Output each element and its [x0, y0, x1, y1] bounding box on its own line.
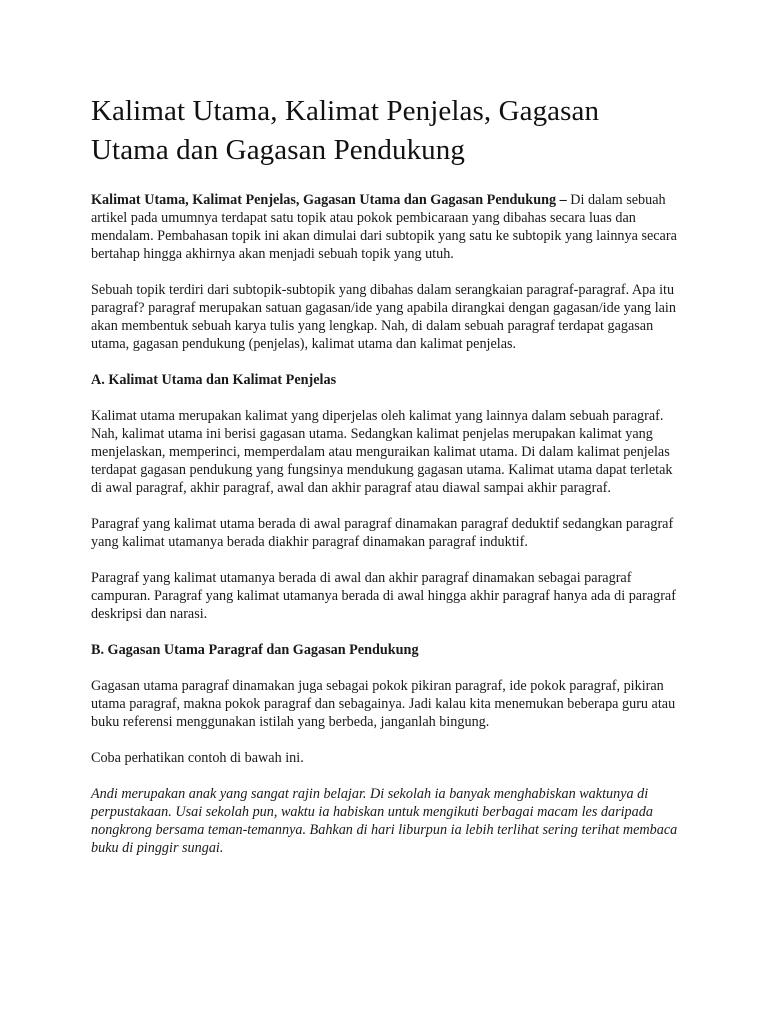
section-a-heading: A. Kalimat Utama dan Kalimat Penjelas — [91, 372, 337, 388]
intro-text: Di dalam sebuah artikel pada umumnya terdapat satu topik atau pokok pembicaraan yang dibahas secara luas dan mendalam. Pembahasan topik ini akan dimulai dari subtopik yang satu ke subtopik yang lainnya secara bertahap hingga akhirnya akan menjadi sebuah topik yang utuh. — [91, 192, 677, 262]
section-a-paragraph-1: Kalimat utama merupakan kalimat yang diperjelas oleh kalimat yang lainnya dalam sebuah paragraf. Nah, kalimat utama ini berisi gagasan utama. Sedangkan kalimat penjelas merupakan kalimat yang menjelaskan, memperinci, memperdalam atau menguraikan kalimat utama. Di dalam kalimat penjelas terdapat gagasan pendukung yang fungsinya mendukung gagasan utama. Kalimat utama dapat terletak di awal paragraf, akhir paragraf, awal dan akhir paragraf atau diawal sampai akhir paragraf. — [91, 408, 673, 496]
document-page — [91, 92, 681, 875]
section-a-paragraph-3: Paragraf yang kalimat utamanya berada di awal dan akhir paragraf dinamakan sebagai paragraf campuran. Paragraf yang kalimat utamanya berada di awal hingga akhir paragraf hanya ada di paragraf deskripsi dan narasi. — [91, 570, 676, 622]
section-b-paragraph-2: Coba perhatikan contoh di bawah ini. — [91, 750, 304, 766]
section-b-paragraph-1: Gagasan utama paragraf dinamakan juga sebagai pokok pikiran paragraf, ide pokok paragraf, pikiran utama paragraf, makna pokok paragraf dan sebagainya. Jadi kalau kita menemukan beberapa guru atau buku referensi menggunakan istilah yang berbeda, janganlah bingung. — [91, 678, 676, 730]
document-title: Kalimat Utama, Kalimat Penjelas, Gagasan Utama dan Gagasan Pendukung — [91, 95, 600, 166]
section-a-paragraph-2: Paragraf yang kalimat utama berada di awal paragraf dinamakan paragraf deduktif sedangkan paragraf yang kalimat utamanya berada diakhir paragraf dinamakan paragraf induktif. — [91, 516, 674, 550]
intro-lead-bold: Kalimat Utama, Kalimat Penjelas, Gagasan Utama dan Gagasan Pendukung – — [91, 192, 567, 208]
section-b-heading: B. Gagasan Utama Paragraf dan Gagasan Pendukung — [91, 642, 419, 658]
example-paragraph: Andi merupakan anak yang sangat rajin belajar. Di sekolah ia banyak menghabiskan waktunya di perpustakaan. Usai sekolah pun, waktu ia habiskan untuk mengikuti berbagai macam les daripada nongkrong bersama teman-temannya. Bahkan di hari liburpun ia lebih terlihat sering terihat membaca buku di pinggir sungai. — [91, 786, 678, 856]
intro-paragraph — [91, 191, 681, 263]
paragraph-topic: Sebuah topik terdiri dari subtopik-subtopik yang dibahas dalam serangkaian paragraf-paragraf. Apa itu paragraf? paragraf merupakan satuan gagasan/ide yang apabila dirangkai dengan gagasan/ide yang lain akan membentuk sebuah karya tulis yang lengkap. Nah, di dalam sebuah paragraf terdapat gagasan utama, gagasan pendukung (penjelas), kalimat utama dan kalimat penjelas. — [91, 282, 676, 352]
